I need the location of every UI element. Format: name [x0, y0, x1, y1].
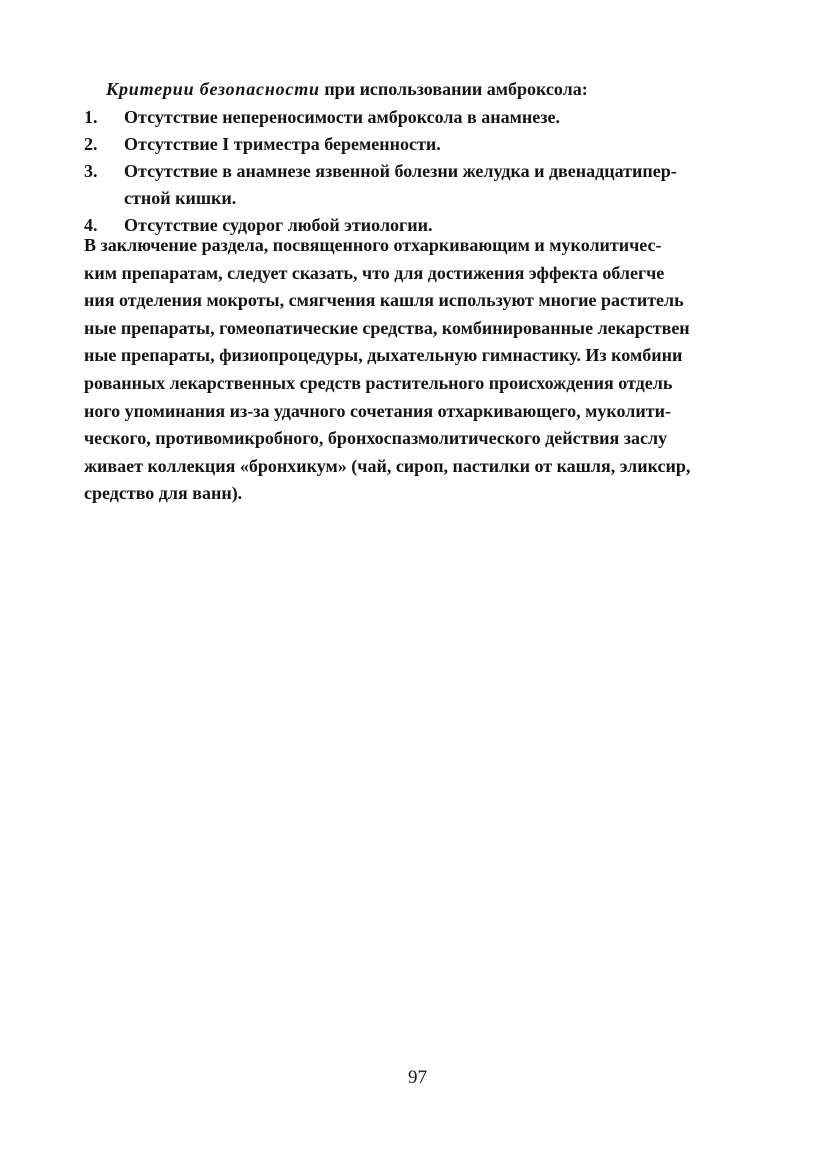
paragraph-line: ные препараты, гомеопатические средства, комбинированные лекарствен	[84, 317, 690, 338]
criteria-item-text-continued: стной кишки.	[124, 188, 237, 208]
paragraph-line: ные препараты, физиопроцедуры, дыхательную гимнастику. Из комбини	[84, 345, 683, 366]
page-number: 97	[408, 1067, 427, 1088]
paragraph-line: живает коллекция «бронхикум» (чай, сироп, пастилки от кашля, эликсир,	[84, 455, 691, 476]
paragraph-line: рованных лекарственных средств растительного происхождения отдель	[84, 372, 673, 393]
criteria-item-number: 3.	[84, 161, 98, 181]
criteria-heading-italic: Критерии безопасности	[106, 79, 320, 99]
criteria-list	[84, 104, 764, 239]
paragraph-line: ким препаратам, следует сказать, что для достижения эффекта облегче	[84, 262, 665, 283]
criteria-heading-rest: при использовании амброксола:	[319, 79, 588, 99]
paragraph-line: ния отделения мокроты, смягчения кашля используют многие раститель	[84, 290, 684, 311]
criteria-item-number: 1.	[84, 107, 98, 127]
criteria-item	[84, 158, 764, 212]
criteria-item-text: Отсутствие непереносимости амброксола в анамнезе.	[124, 107, 560, 127]
criteria-item-text: Отсутствие I триместра беременности.	[124, 134, 441, 154]
paragraph-line: ного упоминания из-за удачного сочетания отхаркивающего, муколити-	[84, 400, 671, 421]
criteria-item-text: Отсутствие судорог любой этиологии.	[124, 215, 433, 235]
criteria-item	[84, 104, 764, 131]
criteria-item-number: 4.	[84, 215, 98, 235]
paragraph-line: В заключение раздела, посвященного отхаркивающим и муколитичес-	[84, 235, 662, 255]
criteria-heading	[106, 77, 588, 101]
paragraph-line: ческого, противомикробного, бронхоспазмолитического действия заслу	[84, 428, 668, 449]
criteria-item-text: Отсутствие в анамнезе язвенной болезни желудка и двенадцатипер-	[124, 161, 677, 181]
criteria-item-number: 2.	[84, 134, 98, 154]
criteria-item	[84, 131, 764, 158]
conclusion-paragraph	[84, 232, 764, 508]
paragraph-line: средство для ванн).	[84, 483, 243, 504]
